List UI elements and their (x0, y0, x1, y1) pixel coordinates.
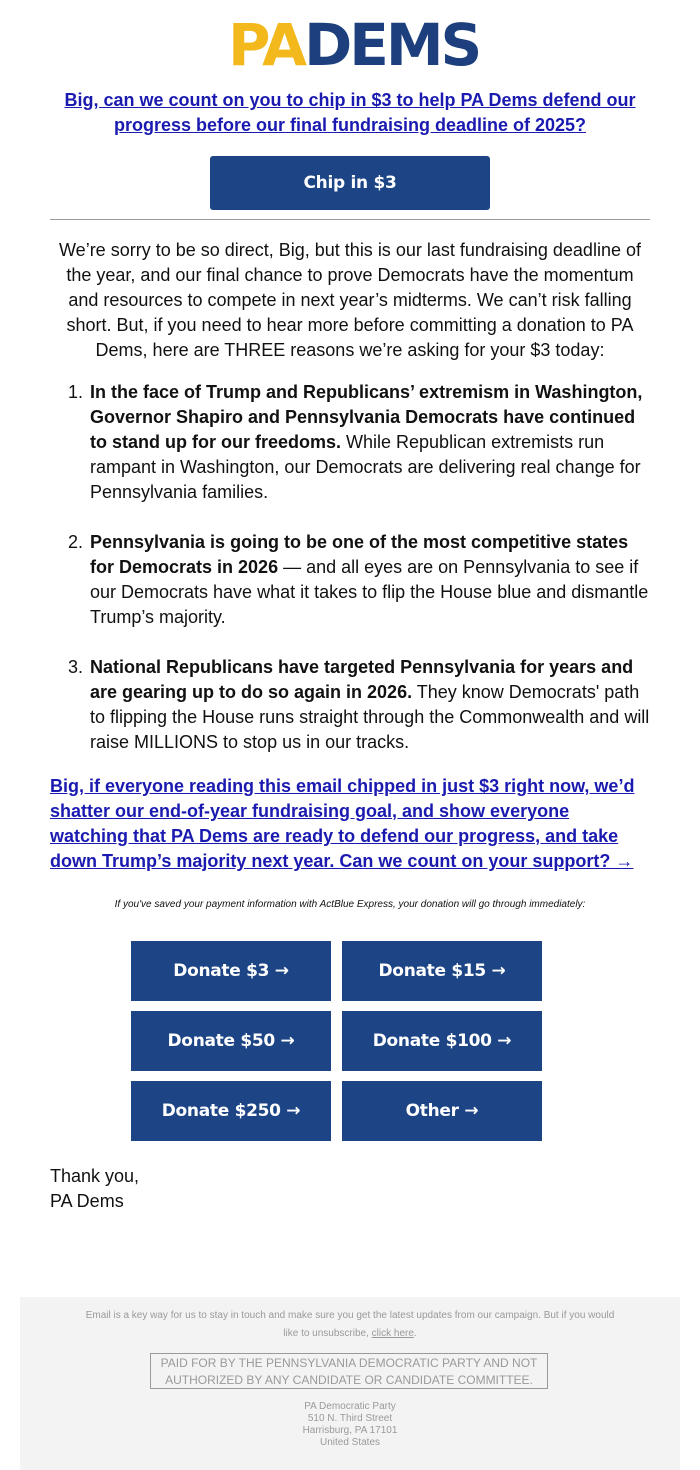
logo-dems: DEMS (304, 11, 480, 79)
address-line: United States (319, 1437, 381, 1448)
donate-100-button[interactable]: Donate $100 → (342, 1011, 542, 1071)
intro-paragraph: We’re sorry to be so direct, Big, but this is our last fundraising deadline of the year, and our final chance to prove Democrats have the momentum and resources to compete in next year’s midterms. We can’t risk falling short. But, if you need to hear more before committing a donation to PA Dems, here are THREE reasons we’re asking for your $3 today: (59, 240, 641, 360)
mailing-address (20, 1401, 680, 1449)
address-line: Harrisburg, PA 17101 (302, 1425, 398, 1436)
signoff-thanks: Thank you, (50, 1166, 140, 1186)
paid-for-disclaimer: PAID FOR BY THE PENNSYLVANIA DEMOCRATIC PARTY AND NOT AUTHORIZED BY ANY CANDIDATE OR CANDIDATE COMMITTEE. (150, 1353, 548, 1389)
reason-bold: National Republicans have targeted Pennsylvania for years and are gearing up to do so again in 2026. (90, 657, 634, 702)
donate-other-button[interactable]: Other → (342, 1081, 542, 1141)
divider (50, 219, 650, 220)
unsubscribe-notice (80, 1307, 620, 1343)
header-donate-link[interactable]: Big, can we count on you to chip in $3 to help PA Dems defend our progress before our final fundraising deadline of 2025? (64, 90, 636, 135)
unsubscribe-text: Email is a key way for us to stay in touch and make sure you get the latest updates from our campaign. But if you would like to unsubscribe, (85, 1310, 615, 1339)
unsubscribe-end: . (413, 1328, 417, 1339)
reasons-list (68, 380, 655, 780)
actblue-express-note: If you've saved your payment information with ActBlue Express, your donation will go through immediately: (114, 899, 586, 910)
chip-in-button[interactable]: Chip in $3 (210, 156, 490, 210)
reason-bold: Pennsylvania is going to be one of the most competitive states for Democrats in 2026 (90, 532, 629, 577)
reason-text: — and all eyes are on Pennsylvania to see if our Democrats have what it takes to flip the House blue and dismantle Trump’s majority. (90, 557, 649, 627)
donate-button-grid (131, 941, 542, 1141)
donate-3-button[interactable]: Donate $3 → (131, 941, 331, 1001)
reason-item (68, 380, 655, 505)
signoff-sender: PA Dems (50, 1191, 124, 1211)
address-line: PA Democratic Party (304, 1401, 396, 1412)
logo-pa: PA (228, 11, 305, 79)
donate-50-button[interactable]: Donate $50 → (131, 1011, 331, 1071)
pa-dems-logo (228, 11, 480, 79)
donate-250-button[interactable]: Donate $250 → (131, 1081, 331, 1141)
reason-number: 1. (68, 382, 84, 402)
reason-text: While Republican extremists run rampant in Washington, our Democrats are delivering real change for Pennsylvania families. (90, 432, 641, 502)
reason-item (68, 655, 655, 755)
appeal-donate-link[interactable]: Big, if everyone reading this email chipped in just $3 right now, we’d shatter our end-of-year fundraising goal, and show everyone watching that PA Dems are ready to defend our progress, and take down Trump’s majority next year. Can we count on your support? → (50, 776, 635, 871)
reason-number: 2. (68, 532, 84, 552)
reason-text: They know Democrats' path to flipping the House runs straight through the Commonwealth and will raise MILLIONS to stop us in our tracks. (90, 682, 650, 752)
donate-15-button[interactable]: Donate $15 → (342, 941, 542, 1001)
address-line: 510 N. Third Street (307, 1413, 393, 1424)
reason-bold: In the face of Trump and Republicans’ extremism in Washington, Governor Shapiro and Pennsylvania Democrats have continued to stand up for our freedoms. (90, 382, 643, 452)
footer (20, 1297, 680, 1470)
unsubscribe-link[interactable]: click here (371, 1328, 414, 1339)
signoff (50, 1164, 139, 1214)
reason-number: 3. (68, 657, 84, 677)
reason-item (68, 530, 655, 630)
